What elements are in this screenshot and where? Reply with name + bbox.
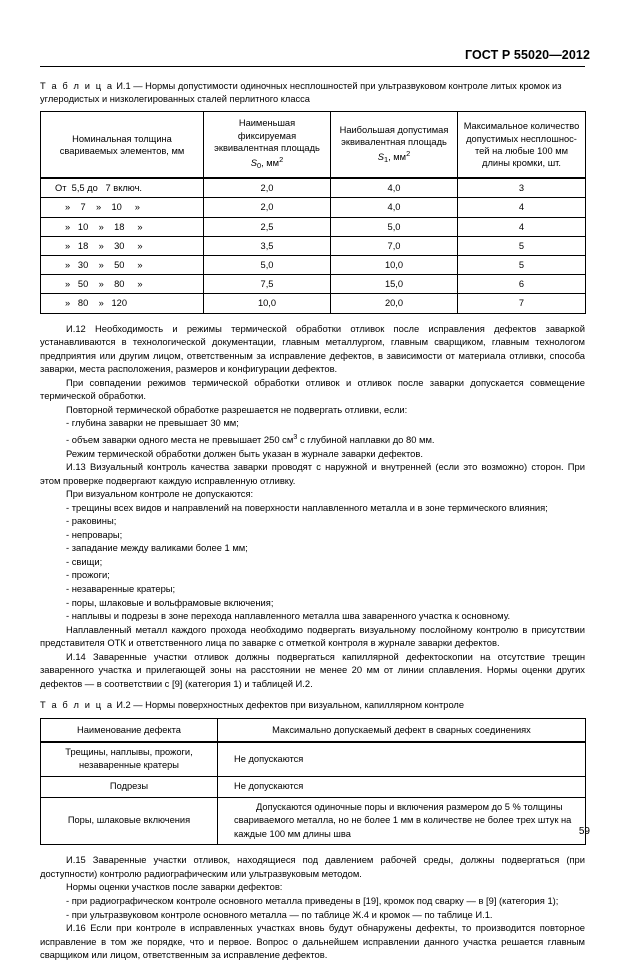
section-i14-paragraph-1: И.14 Заваренные участки отливок должны подвергаться капиллярной дефектоскопии на отсутствие трещин заваренного участка и прилегающей зоны на расстоянии не менее 20 мм от линии сплавления. Нормы оценки других дефектов — в соответствии с [9] (категория 1) и таблицей И.2. (40, 650, 585, 689)
table1-caption-label: Т а б л и ц а (40, 81, 114, 91)
section-i14 (40, 650, 585, 691)
cell-count: 4 (458, 198, 586, 217)
section-i15 (40, 853, 585, 921)
cell-s1: 4,0 (331, 198, 458, 217)
table1-body (41, 178, 586, 313)
table1-col-thickness: Номинальная толщина свариваемых элементов, мм (41, 112, 204, 178)
cell-s1: 20,0 (331, 294, 458, 313)
cell-defect-value: Допускаются одиночные поры и включения размером до 5 % толщины свариваемого металла, но не более 1 мм в количестве не более трех штук на каждые 100 мм длины шва (218, 797, 586, 845)
table-row (41, 797, 586, 845)
section-i13 (40, 460, 585, 650)
cell-range: » 10 » 18 » (41, 217, 204, 236)
section-i15-bullet-1: - при радиографическом контроле основного металла приведены в [19], кромок под сварку — в [9] (категория 1); (66, 895, 559, 907)
cell-s1: 4,0 (331, 178, 458, 198)
table1-caption-number: И.1 (116, 81, 131, 91)
section-i16 (40, 921, 585, 962)
cell-range: » 30 » 50 » (41, 256, 204, 275)
cell-defect-name: Поры, шлаковые включения (41, 797, 218, 845)
table1-col-s1: Наибольшая допустимая эквивалентная площадь $S_1$, $мм^2$ (331, 112, 458, 178)
table-row (41, 217, 586, 236)
cell-s0: 10,0 (204, 294, 331, 313)
table2-caption-number: И.2 (116, 700, 131, 711)
cell-count: 7 (458, 294, 586, 313)
cell-count: 3 (458, 178, 586, 198)
section-i12-paragraph-4: Режим термической обработки должен быть указан в журнале заварки дефектов. (66, 447, 423, 459)
section-i13-paragraph-3: Наплавленный металл каждого прохода необходимо подвергать визуальному послойному контролю в присутствии представителя ОТК и ответственного лица по заварке с отметкой контроля в журнале заварки дефектов. (40, 623, 585, 649)
section-i12 (40, 322, 585, 460)
section-i13-bullet-1: - раковины; (66, 515, 117, 527)
table-row (41, 275, 586, 294)
table2-caption-text: Нормы поверхностных дефектов при визуальном, капиллярном контроле (145, 700, 465, 711)
cell-s1: 7,0 (331, 236, 458, 255)
section-i13-paragraph-1: И.13 Визуальный контроль качества заварки проводят с наружной и внутренней (если это возможно) сторон. При этом проверке подвергают каждую исправленную отливку. (40, 461, 585, 486)
table1-header-row (41, 112, 586, 178)
section-i15-bullet-2: - при ультразвуковом контроле основного металла — по таблице Ж.4 и кромок — по таблице И.1. (66, 908, 493, 920)
table-row (41, 198, 586, 217)
cell-defect-name: Трещины, наплывы, прожоги, незаваренные кратеры (41, 742, 218, 777)
document-header (40, 46, 590, 64)
table1-caption-text: Нормы допустимости одиночных несплошностей при ультразвуковом контроле литых кромок из углеродистых и низколегированных сталей перлитного класса (40, 81, 562, 105)
table-row (41, 178, 586, 198)
cell-s0: 5,0 (204, 256, 331, 275)
cell-s0: 2,0 (204, 198, 331, 217)
cell-range: » 80 » 120 (41, 294, 204, 313)
section-i12-paragraph-3: Повторной термической обработке разрешается не подвергать отливки, если: (66, 403, 408, 415)
table-row (41, 294, 586, 313)
cell-defect-value: Не допускаются (218, 742, 586, 777)
table-row (41, 236, 586, 255)
table2-caption-dash: — (133, 700, 143, 711)
section-i13-bullet-4: - свищи; (66, 555, 103, 567)
cell-count: 5 (458, 236, 586, 255)
table2-col-max-allowed: Максимально допускаемый дефект в сварных соединениях (218, 718, 586, 742)
cell-s0: 2,0 (204, 178, 331, 198)
table1-caption (40, 80, 585, 106)
header-rule (40, 66, 585, 67)
cell-s0: 2,5 (204, 217, 331, 236)
section-i12-bullet-1: - глубина заварки не превышает 30 мм; (66, 417, 239, 429)
section-i12-paragraph-2: При совпадении режимов термической обработки отливок и отливок после заварки допускается совмещение термической обработки. (40, 376, 585, 402)
cell-s1: 10,0 (331, 256, 458, 275)
section-i15-paragraph-1: И.15 Заваренные участки отливок, находящиеся под давлением рабочей среды, должны подвергаться (при доступности) контролю радиографическим или ультразвуковым методом. (40, 854, 585, 879)
section-i13-paragraph-2: При визуальном контроле не допускаются: (66, 488, 254, 500)
table1-col-s0: Наименьшая фиксируемая эквивалентная площадь $S_0$, $мм^2$ (204, 112, 331, 178)
table2-caption (40, 699, 585, 712)
cell-range: » 18 » 30 » (41, 236, 204, 255)
page-number: 59 (578, 826, 590, 837)
section-i13-bullet-0: - трещины всех видов и направлений на поверхности наплавленного металла и в зоне термического влияния; (66, 501, 548, 513)
section-i13-bullet-2: - непровары; (66, 528, 123, 540)
cell-range: » 7 » 10 » (41, 198, 204, 217)
table-row (41, 256, 586, 275)
section-i13-bullet-5: - прожоги; (66, 569, 110, 581)
standard-number: ГОСТ Р 55020—2012 (464, 48, 590, 62)
section-i15-paragraph-2: Нормы оценки участков после заварки дефектов: (66, 881, 283, 893)
section-i13-bullet-6: - незаваренные кратеры; (66, 583, 176, 595)
cell-count: 4 (458, 217, 586, 236)
section-i13-bullet-3: - западание между валиками более 1 мм; (66, 542, 248, 554)
cell-range: » 50 » 80 » (41, 275, 204, 294)
cell-s0: 7,5 (204, 275, 331, 294)
table1-caption-dash: — (133, 81, 143, 91)
table-row (41, 777, 586, 798)
section-i13-bullet-7: - поры, шлаковые и вольфрамовые включения; (66, 596, 274, 608)
cell-range: От 5,5 до 7 включ. (41, 178, 204, 198)
section-i16-paragraph-1: И.16 Если при контроле в исправленных участках вновь будут обнаружены дефекты, то производится повторное исправление в том же порядке, что и первое. Вопрос о дальнейшем исправлении данного участка решается главным сварщиком или лицом, ответственным за исправление дефектов. (40, 922, 585, 961)
table2-caption-label: Т а б л и ц а (40, 700, 114, 711)
cell-count: 6 (458, 275, 586, 294)
table2-header-row (41, 718, 586, 742)
cell-count: 5 (458, 256, 586, 275)
section-i13-bullet-8: - наплывы и подрезы в зоне перехода наплавленного металла шва заваренного участка к основному. (66, 610, 511, 622)
table1-col-max-count: Максимальное количество допустимых несплошнос- тей на любые 100 мм длины кромки, шт. (458, 112, 586, 178)
cell-s1: 5,0 (331, 217, 458, 236)
section-i12-paragraph-1: И.12 Необходимость и режимы термической обработки отливок после исправления дефектов заваркой устанавливаются в технологической документации, главным металлургом, главным сварщиком, главным технологом предприятия или другим лицом, ответственным за исправление дефектов, в зависимости от материала отливки, способа заварки, места расположения, размеров и конфигурации дефектов. (40, 322, 585, 375)
section-i12-bullet-2: - объем заварки одного места не превышает 250 $см^3$ с глубиной наплавки до 80 мм. (66, 432, 435, 446)
cell-s0: 3,5 (204, 236, 331, 255)
cell-s1: 15,0 (331, 275, 458, 294)
cell-defect-value: Не допускаются (218, 777, 586, 798)
table2-col-defect-name: Наименование дефекта (41, 718, 218, 742)
cell-defect-name: Подрезы (41, 777, 218, 798)
table-i1 (40, 111, 586, 313)
table-row (41, 742, 586, 777)
